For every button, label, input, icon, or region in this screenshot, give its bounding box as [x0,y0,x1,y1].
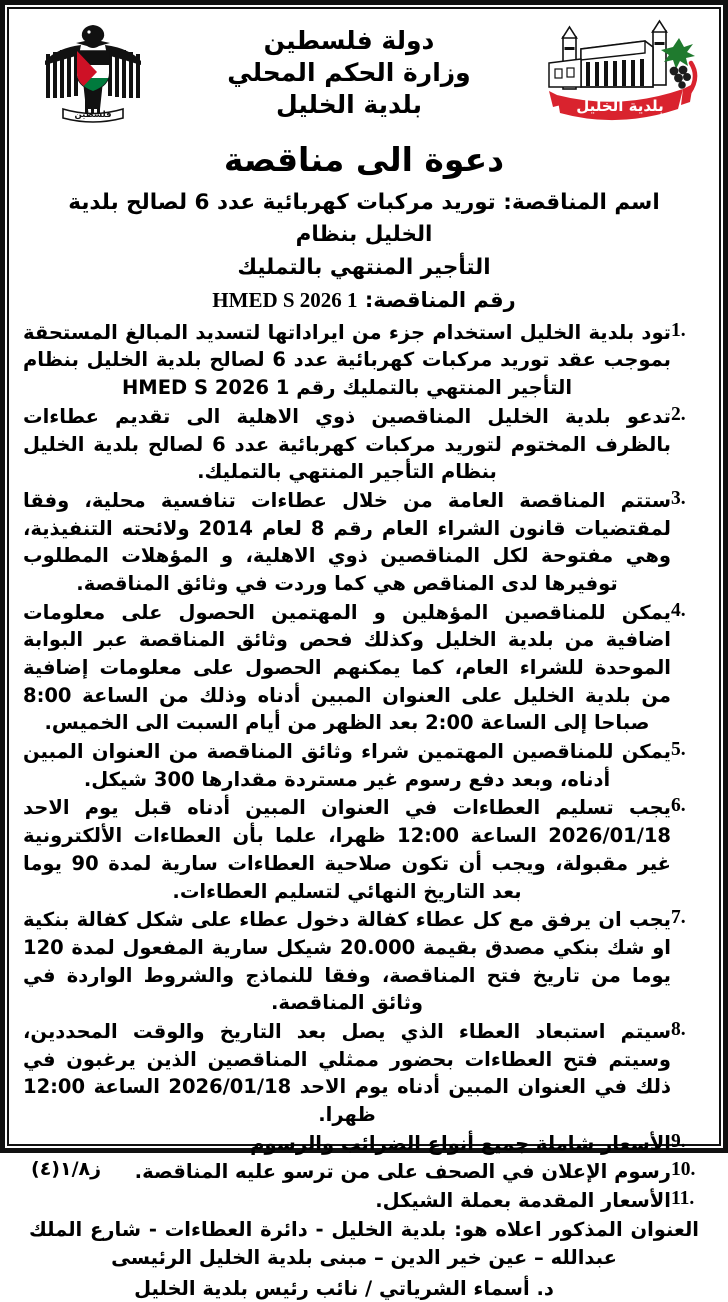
clause-number: 7. [671,907,686,929]
municipality-logo-banner-text: بلدية الخليل [576,97,664,115]
tender-number-value: HMED S 2026 1 [212,287,358,312]
clause-text: ستتم المناقصة العامة من خلال عطاءات تنافسية محلية، وفقا لمقتضيات قانون الشراء العام رقم 8 لعام 2014 ولائحته التنفيذية، وهي مفتوحة لكل المناقصين ذوي الاهلية، و المؤهلات المطلوب توفيرها لدى المناقص هي كما وردت في وثائق المناقصة. [23,488,671,595]
clause-text: تود بلدية الخليل استخدام جزء من ايراداتها لتسديد المبالغ المستحقة بموجب عقد توريد مركبات كهربائية عدد 6 لصالح بلدية الخليل بنظام التأجير المنتهي بالتمليك رقم HMED S 2026 1 [23,320,671,400]
clause-text: يمكن للمناقصين المؤهلين و المهتمين الحصول على معلومات اضافية من بلدية الخليل وكذلك فحص وثائق المناقصة عبر البوابة الموحدة للشراء العام، كما يمكنهم الحصول على معلومات إضافية من بلدية الخليل على العنوان المبين أدناه وذلك من الساعة 8:00 صباحا إلى الساعة 2:00 بعد الظهر من أيام السبت الى الخميس. [23,600,671,735]
clause-item [23,599,701,737]
clause-number: 4. [671,599,686,621]
clause-number: 5. [671,739,686,761]
municipality-logo-slot [535,19,705,127]
clause-text: يجب ان يرفق مع كل عطاء كفالة دخول عطاء على شكل كفالة بنكية او شك بنكي مصدق بقيمة 20.000 شيكل سارية المفعول لمدة 120 يوما من تاريخ فتح المناقصة، وفقا للنماذج والشروط الواردة في وثائق المناقصة. [23,908,671,1015]
page-inner-border [7,7,721,1301]
clause-item [23,487,701,598]
clause-number: 6. [671,795,686,817]
palestine-eagle-emblem [37,21,149,125]
clause-item [23,1187,701,1215]
clause-item [23,1130,701,1158]
clause-text: يجب تسليم العطاءات في العنوان المبين أدناه قبل يوم الاحد 2026/01/18 الساعة 12:00 ظهرا، علما بأن العطاءات الألكترونية غير مقبولة، ويجب أن تكون صلاحية العطاءات سارية لمدة 90 يوما بعد التاريخ النهائي لتسليم العطاءات. [23,796,671,903]
clause-text: الأسعار شاملة جميع أنواع الضرائب والرسوم [250,1131,671,1155]
clause-text: رسوم الإعلان في الصحف على من ترسو عليه المناقصة. [134,1160,671,1184]
clause-number: 11. [671,1188,695,1210]
ministry-name: وزارة الحكم المحلي [227,58,471,87]
tender-number-label: رقم المناقصة: [364,287,516,312]
clause-item [23,738,701,793]
clause-item [23,1158,701,1186]
hebron-municipality-logo [541,19,699,127]
footer [17,1216,711,1302]
masthead [17,12,711,134]
state-emblem-slot [23,21,163,125]
clause-item [23,319,701,402]
address-line: العنوان المذكور اعلاه هو: بلدية الخليل - دائرة العطاءات - شارع الملك عبدالله – عين خير الدين – مبنى بلدية الخليل الرئيسى [29,1217,699,1270]
tender-name [17,187,711,284]
clause-number: 2. [671,403,686,425]
tender-number [17,288,711,313]
clause-item [23,1018,701,1129]
state-emblem-caption: فلسطين [74,110,112,120]
clause-number: 3. [671,487,686,509]
reference-stamp: ز١/٨(٤) [31,1157,102,1180]
clause-number: 9. [671,1130,686,1152]
clause-item [23,794,701,905]
masthead-titles [163,25,535,121]
clause-text: الأسعار المقدمة بعملة الشيكل. [375,1189,671,1213]
municipality-name: بلدية الخليل [276,90,422,119]
clause-number: 1. [671,319,686,341]
clause-number: 10. [671,1159,696,1181]
state-name: دولة فلسطين [263,26,435,55]
tender-name-line-2: التأجير المنتهي بالتمليك [237,254,491,280]
clause-text: يمكن للمناقصين المهتمين شراء وثائق المناقصة من العنوان المبين أدناه، وبعد دفع رسوم غير مستردة مقدارها 300 شيكل. [23,740,671,791]
clause-text: تدعو بلدية الخليل المناقصين ذوي الاهلية الى تقديم عطاءات بالظرف المختوم لتوريد مركبات كهربائية عدد 6 لصالح بلدية الخليل بنظام التأجير المنتهي بالتمليك. [23,404,671,484]
clause-item [23,403,701,486]
clause-list [17,319,711,1216]
clause-number: 8. [671,1018,686,1040]
tender-name-line-1: اسم المناقصة: توريد مركبات كهربائية عدد 6 لصالح بلدية الخليل بنظام [68,190,660,248]
signatory: د. أسماء الشرياتي / نائب رئيس بلدية الخليل [134,1277,554,1301]
page-title: دعوة الى مناقصة [223,140,505,179]
clause-text: سيتم استبعاد العطاء الذي يصل بعد التاريخ والوقت المحددين، وسيتم فتح العطاءات بحضور ممثلي المناقصين الذين يرغبون في ذلك في العنوان المبين أدناه يوم الاحد 2026/01/18 الساعة 12:00 ظهرا. [23,1019,671,1126]
clause-item [23,906,701,1017]
palestinian-flag-shield [77,51,109,94]
